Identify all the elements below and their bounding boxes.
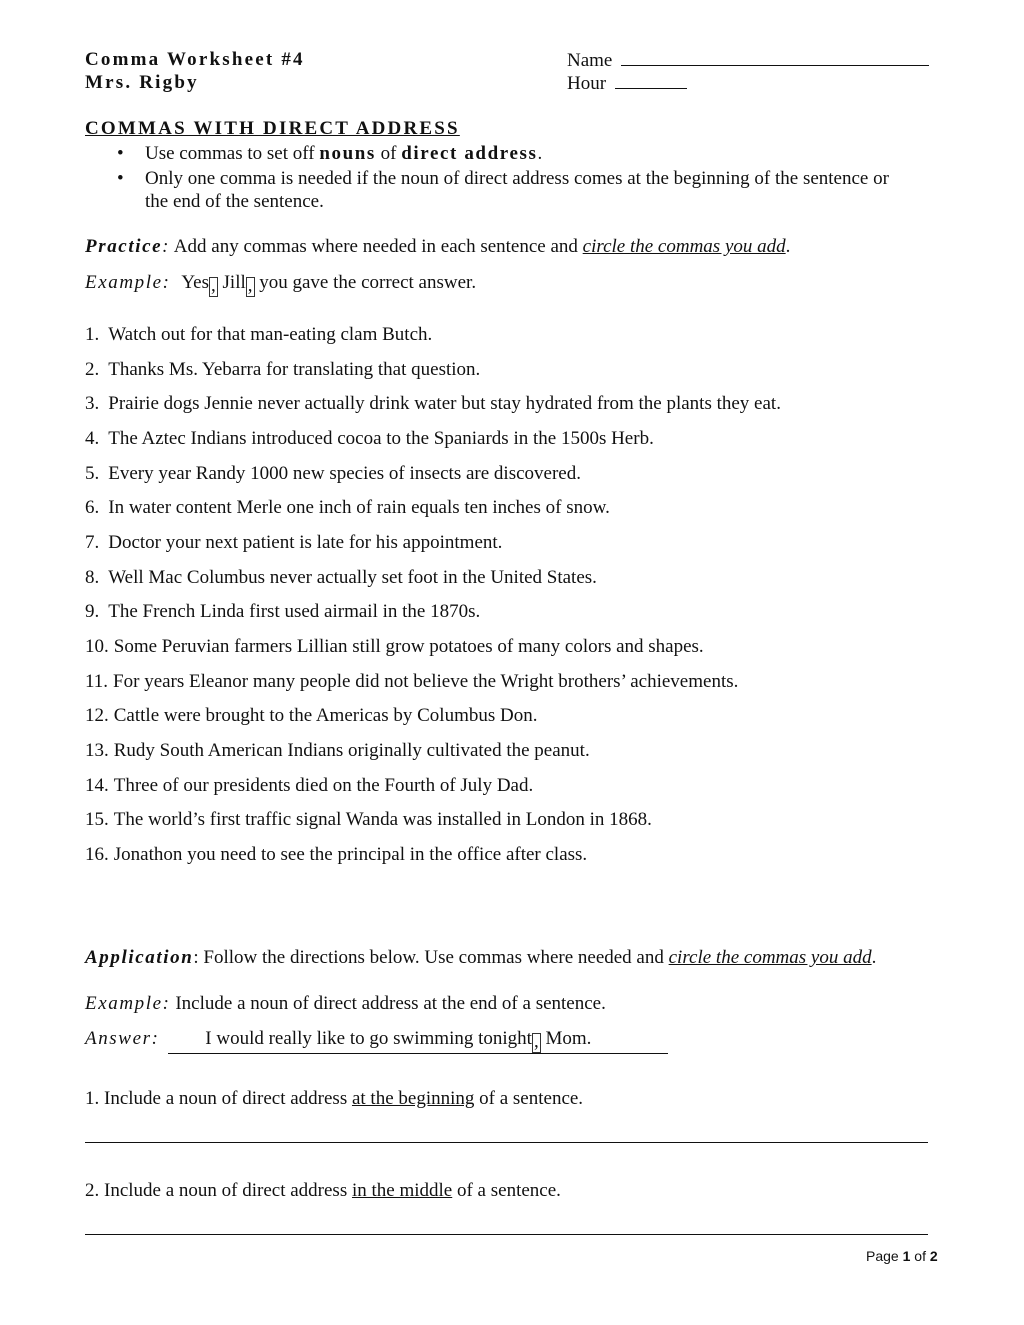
hour-field[interactable] <box>567 72 687 95</box>
sentence-number: 12. <box>85 705 109 727</box>
sentence-text: Every year Randy 1000 new species of insects are discovered. <box>108 462 581 484</box>
sentence-text: Jonathon you need to see the principal in the office after class. <box>113 844 588 866</box>
sentence-item <box>85 601 480 623</box>
name-field[interactable] <box>567 49 929 72</box>
question-2-text-end: of a sentence. <box>452 1180 561 1201</box>
sentence-text: Well Mac Columbus never actually set foot in the United States. <box>108 566 597 588</box>
sentence-number: 6. <box>85 497 100 519</box>
page-of: of <box>910 1248 930 1264</box>
question-2-underlined: in the middle <box>351 1180 453 1201</box>
sentence-text: Prairie dogs Jennie never actually drink water but stay hydrated from the plants they eat. <box>108 393 781 415</box>
sentence-item <box>85 671 738 693</box>
sentence-text: In water content Merle one inch of rain equals ten inches of snow. <box>108 497 610 519</box>
sentence-text: The world’s first traffic signal Wanda was installed in London in 1868. <box>113 809 652 831</box>
application-instructions <box>85 947 876 969</box>
bullet-dot: • <box>117 168 124 189</box>
example-text-rest: you gave the correct answer. <box>254 272 477 293</box>
sentence-item <box>85 463 581 485</box>
page-total: 2 <box>929 1248 938 1264</box>
teacher-name: Mrs. Rigby <box>85 72 199 93</box>
sentence-text: The French Linda first used airmail in the 1870s. <box>108 601 481 623</box>
bullet-1-text: Use commas to set off <box>145 143 320 164</box>
name-label: Name <box>567 50 613 71</box>
sentence-item <box>85 775 533 797</box>
application-question-2 <box>85 1180 561 1202</box>
bullet-1-bold-direct-address: direct address <box>401 143 538 164</box>
sentence-item <box>85 844 587 866</box>
sentence-number: 7. <box>85 532 100 554</box>
sentence-number: 11. <box>85 670 109 692</box>
page-current: 1 <box>902 1248 911 1264</box>
sentence-text: Rudy South American Indians originally cultivated the peanut. <box>113 740 590 762</box>
bullet-2-line-1: Only one comma is needed if the noun of direct address comes at the beginning of the sentence or <box>145 168 889 189</box>
sentence-item <box>85 497 610 519</box>
page-word: Page <box>866 1248 903 1264</box>
application-example <box>85 993 606 1015</box>
sentence-number: 2. <box>85 358 100 380</box>
sentence-number: 14. <box>85 774 109 796</box>
example-text-yes: Yes <box>181 272 210 293</box>
practice-example <box>85 272 476 297</box>
page-number <box>866 1248 938 1264</box>
bullet-2-line-2: the end of the sentence. <box>145 191 324 212</box>
application-example-label: Example: <box>85 993 171 1014</box>
sentence-item <box>85 359 480 381</box>
sentence-item <box>85 532 502 554</box>
sentence-number: 1. <box>85 324 100 345</box>
answer-line <box>168 1029 668 1054</box>
name-blank[interactable] <box>621 49 929 66</box>
hour-label: Hour <box>567 73 607 94</box>
bullet-dot: • <box>117 143 124 164</box>
practice-colon: : <box>162 236 171 257</box>
sentence-item <box>85 705 537 727</box>
question-2-text: 2. Include a noun of direct address <box>85 1180 352 1201</box>
sentence-item <box>85 740 590 762</box>
circled-comma: , <box>247 275 253 296</box>
sentence-item <box>85 324 432 346</box>
practice-text: Add any commas where needed in each sentence and <box>170 236 583 257</box>
sentence-text: For years Eleanor many people did not believe the Wright brothers’ achievements. <box>113 670 739 692</box>
application-question-1 <box>85 1088 583 1110</box>
sentence-number: 10. <box>85 636 109 658</box>
example-label: Example: <box>85 272 171 293</box>
application-answer <box>85 1028 668 1054</box>
answer-line-2[interactable] <box>85 1234 928 1235</box>
practice-emphasis: circle the commas you add <box>582 236 786 257</box>
bullet-1-period: . <box>537 143 543 164</box>
sentence-text: Cattle were brought to the Americas by Columbus Don. <box>113 705 538 727</box>
answer-label: Answer: <box>85 1028 160 1049</box>
sentence-item <box>85 567 597 589</box>
answer-line-1[interactable] <box>85 1142 928 1143</box>
example-text-jill: Jill <box>217 272 246 293</box>
application-label: Application <box>85 947 194 968</box>
application-period: . <box>871 947 877 968</box>
application-example-text: Include a noun of direct address at the end of a sentence. <box>170 993 606 1014</box>
sentence-number: 4. <box>85 428 100 449</box>
bullet-1-text-mid: of <box>375 143 402 164</box>
circled-comma: , <box>533 1031 539 1052</box>
sentence-number: 5. <box>85 462 100 484</box>
sentence-number: 3. <box>85 393 100 415</box>
application-emphasis: circle the commas you add <box>668 947 872 968</box>
hour-blank[interactable] <box>615 72 687 89</box>
circled-comma: , <box>211 275 216 296</box>
sentence-number: 16. <box>85 844 109 866</box>
bullet-1 <box>145 143 542 165</box>
worksheet-title: Comma Worksheet #4 <box>85 49 305 70</box>
question-1-text: 1. Include a noun of direct address <box>85 1088 352 1109</box>
sentence-item <box>85 809 652 831</box>
answer-text: I would really like to go swimming tonight <box>205 1028 532 1049</box>
question-1-text-end: of a sentence. <box>474 1088 584 1109</box>
question-1-underlined: at the beginning <box>351 1088 475 1109</box>
sentence-text: Some Peruvian farmers Lillian still grow potatoes of many colors and shapes. <box>113 636 704 658</box>
sentence-text: Watch out for that man-eating clam Butch. <box>108 324 433 345</box>
sentence-number: 8. <box>85 566 100 588</box>
practice-period: . <box>785 236 791 257</box>
sentence-item <box>85 636 704 658</box>
sentence-text: Three of our presidents died on the Fourth of July Dad. <box>113 774 534 796</box>
sentence-item <box>85 393 781 415</box>
application-text: : Follow the directions below. Use commas where needed and <box>193 947 669 968</box>
practice-instructions <box>85 236 790 258</box>
sentence-text: Doctor your next patient is late for his appointment. <box>108 532 503 554</box>
answer-text-end: Mom. <box>540 1028 592 1049</box>
sentence-text: Thanks Ms. Yebarra for translating that question. <box>108 358 481 380</box>
sentence-number: 15. <box>85 809 109 831</box>
sentence-number: 9. <box>85 601 100 623</box>
practice-label: Practice <box>85 236 163 257</box>
sentence-number: 13. <box>85 740 109 762</box>
sentence-item <box>85 428 654 450</box>
sentence-text: The Aztec Indians introduced cocoa to the Spaniards in the 1500s Herb. <box>108 428 654 449</box>
bullet-1-bold-nouns: nouns <box>319 143 376 164</box>
section-heading: COMMAS WITH DIRECT ADDRESS <box>85 118 460 139</box>
